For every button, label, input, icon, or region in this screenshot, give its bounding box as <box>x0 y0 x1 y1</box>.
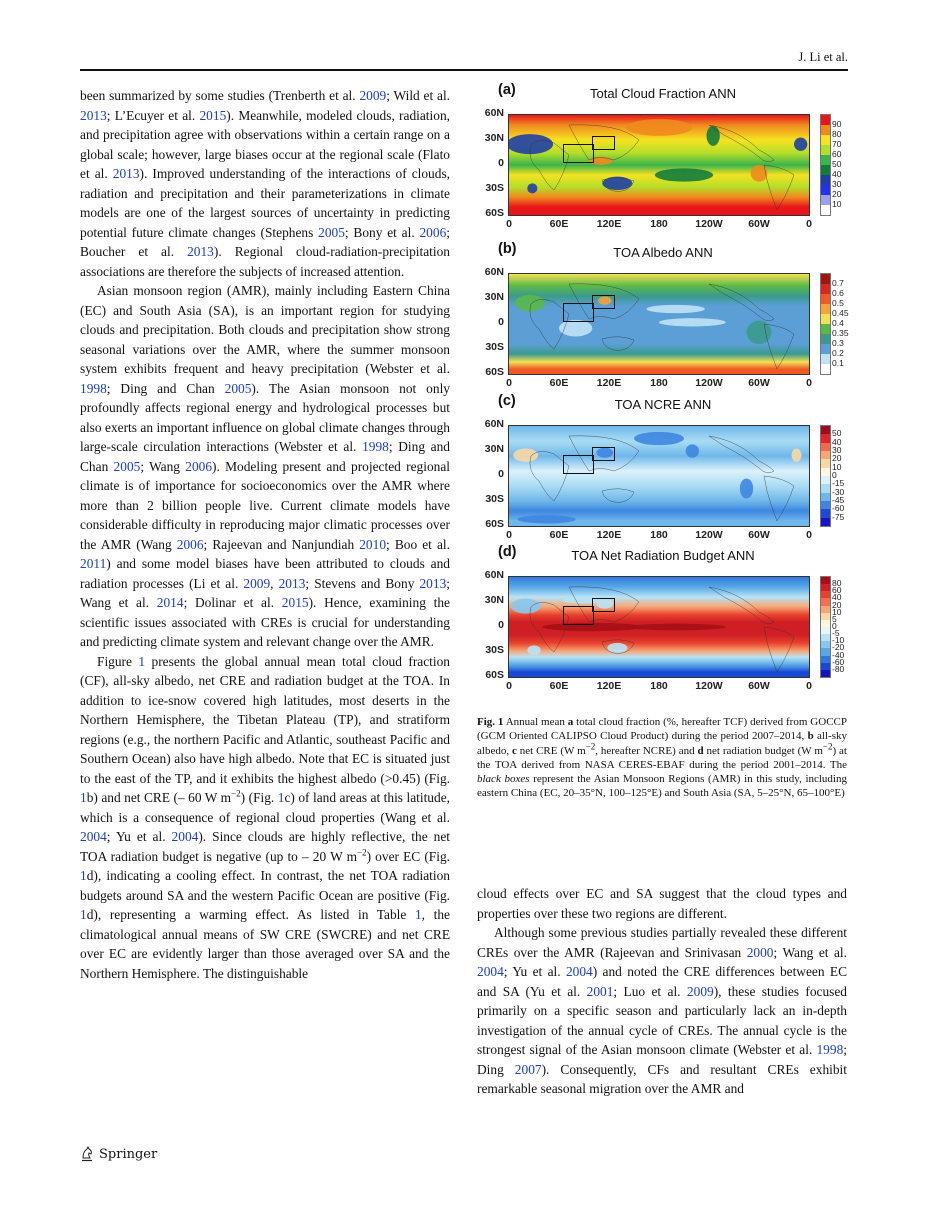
colorbar-tick-label: 50 <box>832 428 842 439</box>
colorbar-tick-label: 0.45 <box>832 308 849 318</box>
latitude-label: 60S <box>485 669 504 681</box>
bold-text: Fig. 1 <box>477 716 504 728</box>
colorbar-segment <box>821 591 830 598</box>
superscript: −2 <box>585 740 596 751</box>
colorbar-segment <box>821 663 830 670</box>
region-box-ec <box>592 295 615 310</box>
colorbar-tick-label: 0 <box>832 621 837 631</box>
italic-text: black boxes <box>477 773 530 786</box>
citation-link[interactable]: 2015 <box>199 107 227 123</box>
colorbar-segment <box>821 115 830 125</box>
colorbar-segment <box>821 468 830 476</box>
citation-link[interactable]: 1998 <box>816 1042 844 1057</box>
colorbar-tick-label: 80 <box>832 578 842 589</box>
citation-link[interactable]: 1998 <box>80 380 107 396</box>
citation-link[interactable]: 2013 <box>80 107 107 123</box>
colorbar-segment <box>821 175 830 185</box>
world-map <box>508 576 810 678</box>
colorbar-segment <box>821 613 830 620</box>
left-column <box>80 86 450 983</box>
latitude-label: 60N <box>484 107 504 119</box>
colorbar-segment <box>821 656 830 663</box>
colorbar-tick-label: 0.5 <box>832 298 844 308</box>
right-column-body <box>477 884 847 1099</box>
citation-link[interactable]: 1 <box>277 790 285 805</box>
longitude-label: 0 <box>806 218 812 230</box>
colorbar-segment <box>821 165 830 175</box>
citation-link[interactable]: 2006 <box>176 536 204 552</box>
latitude-label: 0 <box>498 619 504 631</box>
citation-link[interactable]: 2010 <box>359 536 387 552</box>
latitude-label: 30S <box>485 341 504 353</box>
panel-letter: (b) <box>498 241 517 257</box>
colorbar-tick-label: 0.4 <box>832 318 844 328</box>
colorbar-tick-label: -40 <box>832 649 845 660</box>
colorbar-tick-label: 0.35 <box>832 328 849 338</box>
longitude-label: 120E <box>596 529 622 541</box>
colorbar-tick-label: -5 <box>832 628 840 639</box>
citation-link[interactable]: 2004 <box>80 829 107 844</box>
longitude-label: 0 <box>806 377 812 389</box>
colorbar-segment <box>821 344 830 354</box>
latitude-label: 0 <box>498 316 504 328</box>
colorbar-segment <box>821 304 830 314</box>
longitude-label: 180 <box>650 680 668 692</box>
longitude-label: 60E <box>549 529 569 541</box>
longitude-label: 0 <box>506 529 512 541</box>
longitude-label: 120E <box>596 377 622 389</box>
colorbar-tick-label: 40 <box>832 169 842 179</box>
bold-text: b <box>807 730 814 743</box>
bold-text: a <box>567 716 574 728</box>
map-panel-c <box>478 393 858 545</box>
citation-link[interactable]: 2013 <box>278 575 306 591</box>
longitude-label: 0 <box>506 377 512 389</box>
colorbar-tick-label: 30 <box>832 179 842 189</box>
latitude-label: 60N <box>484 569 504 581</box>
superscript: −2 <box>357 847 367 858</box>
longitude-label: 180 <box>650 529 668 541</box>
colorbar-tick-label: -45 <box>832 495 845 505</box>
colorbar-segment <box>821 195 830 205</box>
longitude-label: 120W <box>695 218 723 230</box>
panel-letter: (d) <box>498 544 517 560</box>
citation-link[interactable]: 2014 <box>156 595 184 610</box>
longitude-label: 0 <box>806 529 812 541</box>
longitude-label: 0 <box>506 218 512 230</box>
colorbar-segment <box>821 627 830 634</box>
world-map <box>508 273 810 375</box>
world-map <box>508 114 810 216</box>
colorbar-segment <box>821 493 830 501</box>
latitude-label: 0 <box>498 468 504 480</box>
latitude-label: 60S <box>485 207 504 219</box>
citation-link[interactable]: 2005 <box>318 224 345 240</box>
colorbar-segment <box>821 584 830 591</box>
citation-link[interactable]: 2013 <box>419 575 447 591</box>
latitude-label: 60N <box>484 266 504 278</box>
colorbar-tick-label: 0.3 <box>832 338 844 348</box>
citation-link[interactable]: 2013 <box>112 166 140 181</box>
colorbar-segment <box>821 443 830 451</box>
colorbar-tick-label: 0 <box>832 470 837 480</box>
citation-link[interactable]: 2005 <box>113 458 141 474</box>
colorbar-tick-label: -80 <box>832 663 845 674</box>
citation-link[interactable]: 2005 <box>224 380 252 396</box>
longitude-label: 60W <box>748 218 770 230</box>
citation-link[interactable]: 2015 <box>281 595 309 610</box>
citation-link[interactable]: 1 <box>414 907 422 922</box>
citation-link[interactable]: 2009 <box>686 983 714 999</box>
panel-title: TOA NCRE ANN <box>614 397 712 412</box>
latitude-label: 30N <box>484 594 504 606</box>
citation-link[interactable]: 2007 <box>514 1061 542 1077</box>
citation-link[interactable]: 2001 <box>586 983 614 999</box>
region-box-ec <box>592 598 615 613</box>
panel-title: TOA Albedo ANN <box>613 245 713 260</box>
colorbar-tick-label: 0.1 <box>832 358 844 368</box>
colorbar-segment <box>821 334 830 344</box>
colorbar-tick-label: 10 <box>832 199 842 209</box>
longitude-label: 60E <box>549 377 569 389</box>
running-head: J. Li et al. <box>798 50 848 64</box>
colorbar-tick-label: 80 <box>832 129 842 139</box>
citation-link[interactable]: 2004 <box>477 964 504 979</box>
region-box-sa <box>563 303 594 322</box>
colorbar-segment <box>821 354 830 364</box>
paragraph: cloud effects over EC and SA suggest that the cloud types and properties over these two regions are different. <box>477 886 847 921</box>
colorbar-tick-label: 0.6 <box>832 288 844 298</box>
panel-title: Total Cloud Fraction ANN <box>590 86 736 101</box>
latitude-label: 60S <box>485 366 504 378</box>
map-panel-a <box>478 82 858 234</box>
map-panel-d <box>478 544 858 696</box>
region-box-sa <box>563 144 594 163</box>
colorbar-segment <box>821 518 830 526</box>
colorbar-segment <box>821 155 830 165</box>
colorbar-tick-label: 0.7 <box>832 278 844 288</box>
colorbar-tick-label: 20 <box>832 453 842 464</box>
colorbar-segment <box>821 451 830 459</box>
colorbar-segment <box>821 125 830 135</box>
header-rule <box>80 69 848 71</box>
paragraph: Figure 1 presents the global annual mean total cloud fraction (CF), all-sky albedo, net CRE and radiation budget at the TOA. In addition to ice-snow covered high latitudes, most deserts in the Northern Hemisphere, the Tibetan Plateau (TP), and stratiform regions (e.g., the northern Pacific and Atlantic, southeast Pacific and Southern Ocean) also have high albedo. Note that EC is situated just to the east of the TP, and it exhibits the highest albedo (>0.45) (Fig. 1b) and net CRE (– 60 W $m^{-2}$) (Fig. 1c) of land areas at this latitude, which is a consequence of regional cloud properties (Wang et al. 2004; Yu et al. 2004). Since clouds are highly reflective, the net TOA radiation budget is negative (up to – 20 W $m^{-2}$) over EC (Fig. 1d), indicating a cooling effect. In contrast, the net TOA radiation budgets around SA and the western Pacific Ocean are positive (Fig. 1d), representing a warming effect. As listed in Table 1, the climatological annual means of SW CRE (SWCRE) and net CRE over EC are evidently larger than those averaged over SA and the Northern Hemisphere. The distinguishable <box>80 653 451 981</box>
colorbar-tick-label: -75 <box>832 511 845 522</box>
colorbar-tick-label: 20 <box>832 189 842 199</box>
latitude-label: 30S <box>485 493 504 505</box>
longitude-label: 120W <box>695 529 723 541</box>
longitude-label: 0 <box>506 680 512 692</box>
superscript: −2 <box>231 788 241 799</box>
panel-letter: (a) <box>498 82 516 98</box>
colorbar-segment <box>821 606 830 613</box>
colorbar-segment <box>821 634 830 641</box>
colorbar-segment <box>821 598 830 605</box>
citation-link[interactable]: 2004 <box>171 829 199 844</box>
colorbar-tick-label: 5 <box>832 613 837 624</box>
colorbar-tick-label: 10 <box>832 461 842 472</box>
colorbar <box>820 273 831 375</box>
superscript: −2 <box>822 740 833 751</box>
bold-text: d <box>697 744 704 757</box>
colorbar-segment <box>821 274 830 284</box>
bold-text: c <box>511 744 517 757</box>
colorbar-tick-label: 0.2 <box>832 348 844 358</box>
map-panel-b <box>478 241 858 393</box>
paragraph: Although some previous studies partially revealed these different CREs over the AMR (Rajeevan and Srinivasan 2000; Wang et al. 2004; Yu et al. 2004) and noted the CRE differences between EC and SA (Yu et al. 2001; Luo et al. 2009), these studies focused primarily on a specific season and particularly lack an in-depth investigation of the annual cycle of CREs. The annual cycle is the strongest signal of the Asian monsoon climate (Webster et al. 1998; Ding 2007). Consequently, CFs and resultant CREs exhibit remarkable seasonal migration over the AMR and <box>477 925 848 1096</box>
colorbar-segment <box>821 476 830 484</box>
longitude-label: 120W <box>695 680 723 692</box>
colorbar-segment <box>821 205 830 215</box>
latitude-label: 0 <box>498 157 504 169</box>
colorbar-tick-label: 20 <box>832 599 842 610</box>
citation-link[interactable]: 2006 <box>185 458 213 474</box>
colorbar-segment <box>821 294 830 304</box>
panel-title: TOA Net Radiation Budget ANN <box>571 548 755 563</box>
citation-link[interactable]: 1 <box>80 868 87 883</box>
latitude-label: 30S <box>485 182 504 194</box>
panel-letter: (c) <box>498 393 516 409</box>
paragraph: been summarized by some studies (Trenberth et al. 2009; Wild et al. 2013; L’Ecuyer et al. 2015). Meanwhile, modeled clouds, radiation, and precipitation agree with observations within a certain range on a global scale; however, large biases occur at the regional scale (Flato et al. 2013). Improved understanding of the interactions of clouds, radiation and precipitation and their parameterizations in climate models are one of the largest sources of uncertainty in predicting potential future climate changes (Stephens 2005; Bony et al. 2006; Boucher et al. 2013). Regional cloud-radiation-precipitation associations are therefore the subjects of increased attention. <box>80 88 451 279</box>
colorbar-segment <box>821 484 830 492</box>
colorbar-segment <box>821 670 830 677</box>
colorbar-tick-label: -20 <box>832 642 845 653</box>
citation-link[interactable]: 2013 <box>187 244 214 259</box>
citation-link[interactable]: 2009 <box>243 575 271 591</box>
longitude-label: 60E <box>549 218 569 230</box>
longitude-label: 180 <box>650 218 668 230</box>
colorbar-tick-label: -15 <box>832 478 845 489</box>
longitude-label: 0 <box>806 680 812 692</box>
world-map <box>508 425 810 527</box>
citation-link[interactable]: 2006 <box>419 224 447 240</box>
latitude-label: 60N <box>484 418 504 430</box>
colorbar-segment <box>821 501 830 509</box>
longitude-label: 60W <box>748 377 770 389</box>
colorbar-tick-label: 90 <box>832 119 842 129</box>
longitude-label: 60W <box>748 529 770 541</box>
latitude-label: 30N <box>484 443 504 455</box>
latitude-label: 60S <box>485 518 504 530</box>
colorbar-tick-label: -10 <box>832 635 845 646</box>
latitude-label: 30N <box>484 132 504 144</box>
colorbar-tick-label: 30 <box>832 445 842 455</box>
colorbar-segment <box>821 426 830 434</box>
longitude-label: 120E <box>596 218 622 230</box>
colorbar <box>820 114 831 216</box>
region-box-sa <box>563 606 594 625</box>
colorbar-segment <box>821 185 830 195</box>
colorbar-tick-label: 40 <box>832 592 842 603</box>
colorbar-segment <box>821 577 830 584</box>
latitude-label: 30S <box>485 644 504 656</box>
citation-link[interactable]: 2011 <box>80 556 107 571</box>
colorbar-segment <box>821 459 830 467</box>
citation-link[interactable]: 2009 <box>359 88 387 103</box>
springer-horse-icon <box>80 1146 94 1162</box>
colorbar-tick-label: -60 <box>832 503 845 514</box>
colorbar-tick-label: -30 <box>832 486 845 497</box>
longitude-label: 120W <box>695 377 723 389</box>
colorbar-tick-label: 10 <box>832 606 842 617</box>
colorbar-tick-label: 50 <box>832 159 842 169</box>
colorbar-segment <box>821 434 830 442</box>
longitude-label: 60W <box>748 680 770 692</box>
citation-link[interactable]: 1998 <box>362 439 389 454</box>
citation-link[interactable]: 1 <box>80 907 87 922</box>
citation-link[interactable]: 1 <box>80 790 87 805</box>
colorbar-tick-label: 60 <box>832 149 842 159</box>
colorbar-segment <box>821 324 830 334</box>
citation-link[interactable]: 2000 <box>746 944 774 960</box>
colorbar-tick-label: -60 <box>832 656 845 667</box>
colorbar <box>820 576 831 678</box>
colorbar-segment <box>821 641 830 648</box>
footer <box>80 1146 157 1162</box>
colorbar-segment <box>821 364 830 374</box>
colorbar-segment <box>821 145 830 155</box>
latitude-label: 30N <box>484 291 504 303</box>
colorbar-segment <box>821 620 830 627</box>
colorbar-segment <box>821 135 830 145</box>
longitude-label: 180 <box>650 377 668 389</box>
region-box-ec <box>592 136 615 151</box>
citation-link[interactable]: 1 <box>138 653 146 669</box>
publisher-name: Springer <box>99 1146 158 1162</box>
region-box-sa <box>563 455 594 474</box>
colorbar-tick-label: 70 <box>832 139 842 149</box>
colorbar-segment <box>821 314 830 324</box>
figure-caption: Fig. 1 Annual mean a total cloud fraction (%, hereafter TCF) derived from GOCCP (GCM Oriented CALIPSO Cloud Product) during the period 2007–2014, b all-sky albedo, c net CRE (W $m^{-2}$, hereafter NCRE) and d net radiation budget (W $m^{-2}$) at the TOA derived from NASA CERES-EBAF during the period 2001–2014. The black boxes represent the Asian Monsoon Regions (AMR) in this study, including eastern China (EC, 20–35°N, 100–125°E) and South Asia (SA, 5–25°N, 65–100°E) <box>477 716 847 800</box>
colorbar-segment <box>821 648 830 655</box>
longitude-label: 60E <box>549 680 569 692</box>
colorbar-tick-label: 60 <box>832 585 842 596</box>
citation-link[interactable]: 2004 <box>565 964 593 979</box>
colorbar-tick-label: 40 <box>832 436 842 447</box>
paragraph: Asian monsoon region (AMR), mainly including Eastern China (EC) and South Asia (SA), is an important region for studying clouds and precipitation. Both clouds and precipitation show strong seasonal variations over the AMR, where the summer monsoon system exhibits frequent and heavy precipitation (Webster et al. 1998; Ding and Chan 2005). The Asian monsoon not only profoundly affects regional energy and hydrological processes but also exerts an important influence on global climate changes through large-scale circulation interactions (Webster et al. 1998; Ding and Chan 2005; Wang 2006). Modeling present and projected regional climate is of importance for socioeconomics over the AMR where more than 2 billion people live. Current climate models have considerable difficulty in reproducing major climatic processes over the AMR (Wang 2006; Rajeevan and Nanjundiah 2010; Boo et al. 2011) and some model biases have been attributed to clouds and radiation processes (Li et al. 2009, 2013; Stevens and Bony 2013; Wang et al. 2014; Dolinar et al. 2015). Hence, examining the scientific issues associated with CREs is crucial for understanding and predicting climate system and relevant change over the AMR. <box>80 283 451 649</box>
colorbar <box>820 425 831 527</box>
colorbar-segment <box>821 284 830 294</box>
longitude-label: 120E <box>596 680 622 692</box>
region-box-ec <box>592 447 615 462</box>
colorbar-segment <box>821 509 830 517</box>
